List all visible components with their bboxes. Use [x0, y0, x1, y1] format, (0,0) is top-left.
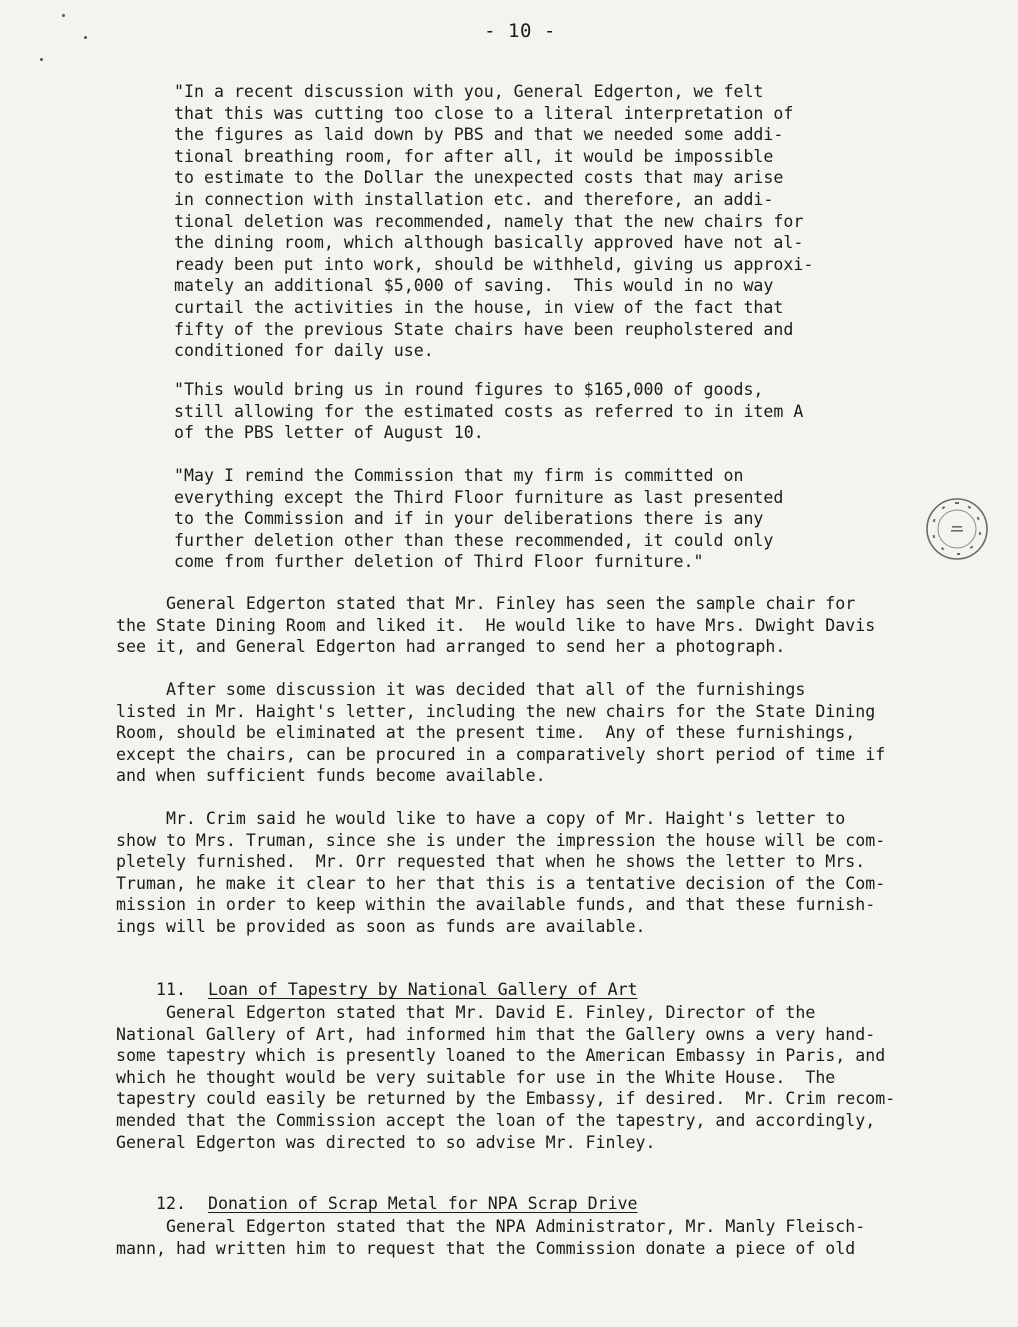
paper-speck — [62, 14, 65, 17]
text-line: conditioned for daily use. — [174, 341, 434, 361]
text-line: mann, had written him to request that the Commission donate a piece of old — [116, 1238, 856, 1258]
page-number: - 10 - — [484, 20, 556, 42]
text-line: that this was cutting too close to a literal interpretation of — [174, 103, 794, 123]
section-number: 12. — [155, 1194, 186, 1213]
text-line: some tapestry which is presently loaned to the American Embassy in Paris, and — [116, 1046, 886, 1066]
text-line: fifty of the previous State chairs have been reupholstered and — [174, 319, 794, 339]
section-title: Loan of Tapestry by National Gallery of Art — [207, 980, 638, 999]
paper-speck — [84, 36, 87, 39]
text-line: ings will be provided as soon as funds are available. — [116, 916, 646, 936]
text-line: the State Dining Room and liked it. He would like to have Mrs. Dwight Davis — [116, 615, 876, 635]
text-line: "This would bring us in round figures to $165,000 of goods, — [174, 380, 764, 399]
text-line: General Edgerton stated that the NPA Administrator, Mr. Manly Fleisch- — [116, 1217, 866, 1236]
text-line: see it, and General Edgerton had arranged to send her a photograph. — [116, 637, 786, 657]
paper-speck — [40, 58, 43, 61]
paragraph-copy-for-mrs-truman — [116, 808, 885, 938]
text-line: of the PBS letter of August 10. — [174, 423, 484, 443]
text-line: tional deletion was recommended, namely that the new chairs for — [174, 211, 804, 231]
paragraph-furnishings-decision — [116, 679, 885, 787]
text-line: which he thought would be very suitable for use in the White House. The — [116, 1067, 836, 1087]
text-line: to estimate to the Dollar the unexpected costs that may arise — [174, 168, 784, 188]
text-line: Room, should be eliminated at the present time. Any of these furnishings, — [116, 723, 856, 743]
text-line: come from further deletion of Third Floor furniture." — [174, 552, 704, 572]
quoted-paragraph-2 — [174, 379, 803, 444]
text-line: the figures as laid down by PBS and that we needed some addi- — [174, 125, 784, 145]
text-line: General Edgerton was directed to so advise Mr. Finley. — [116, 1132, 656, 1152]
text-line: mission in order to keep within the available funds, and that these furnish- — [116, 895, 876, 915]
text-line: still allowing for the estimated costs as referred to in item A — [174, 401, 804, 421]
quoted-paragraph-1 — [174, 81, 813, 362]
text-line: General Edgerton stated that Mr. David E. Finley, Director of the — [116, 1003, 816, 1022]
text-line: After some discussion it was decided that all of the furnishings — [116, 680, 806, 699]
library-stamp-icon — [924, 496, 990, 562]
text-line: "May I remind the Commission that my firm is committed on — [174, 466, 744, 485]
text-line: pletely furnished. Mr. Orr requested that when he shows the letter to Mrs. — [116, 852, 866, 872]
paragraph-scrap-metal — [116, 1216, 865, 1259]
text-line: "In a recent discussion with you, General Edgerton, we felt — [174, 82, 764, 101]
text-line: everything except the Third Floor furniture as last presented — [174, 487, 784, 507]
text-line: the dining room, which although basically approved have not al- — [174, 233, 804, 253]
quoted-paragraph-3 — [174, 465, 783, 573]
text-line: show to Mrs. Truman, since she is under the impression the house will be com- — [116, 830, 886, 850]
text-line: General Edgerton stated that Mr. Finley has seen the sample chair for — [116, 594, 856, 613]
section-title: Donation of Scrap Metal for NPA Scrap Drive — [207, 1194, 638, 1213]
text-line: mended that the Commission accept the loan of the tapestry, and accordingly, — [116, 1110, 876, 1130]
text-line: and when sufficient funds become available. — [116, 766, 546, 786]
text-line: except the chairs, can be procured in a comparatively short period of time if — [116, 744, 886, 764]
text-line: tapestry could easily be returned by the Embassy, if desired. Mr. Crim recom- — [116, 1089, 896, 1109]
paragraph-sample-chair — [116, 593, 875, 658]
text-line: Truman, he make it clear to her that this is a tentative decision of the Com- — [116, 873, 886, 893]
text-line: tional breathing room, for after all, it would be impossible — [174, 146, 774, 166]
text-line: mately an additional $5,000 of saving. This would in no way — [174, 276, 774, 296]
text-line: National Gallery of Art, had informed him that the Gallery owns a very hand- — [116, 1024, 876, 1044]
text-line: in connection with installation etc. and therefore, an addi- — [174, 189, 774, 209]
section-number: 11. — [155, 980, 186, 999]
text-line: ready been put into work, should be withheld, giving us approxi- — [174, 254, 814, 274]
paragraph-tapestry-loan — [116, 1002, 895, 1153]
text-line: Mr. Crim said he would like to have a copy of Mr. Haight's letter to — [116, 809, 846, 828]
text-line: to the Commission and if in your deliberations there is any — [174, 509, 764, 529]
text-line: curtail the activities in the house, in view of the fact that — [174, 297, 784, 317]
text-line: listed in Mr. Haight's letter, including the new chairs for the State Dining — [116, 701, 876, 721]
text-line: further deletion other than these recommended, it could only — [174, 530, 774, 550]
